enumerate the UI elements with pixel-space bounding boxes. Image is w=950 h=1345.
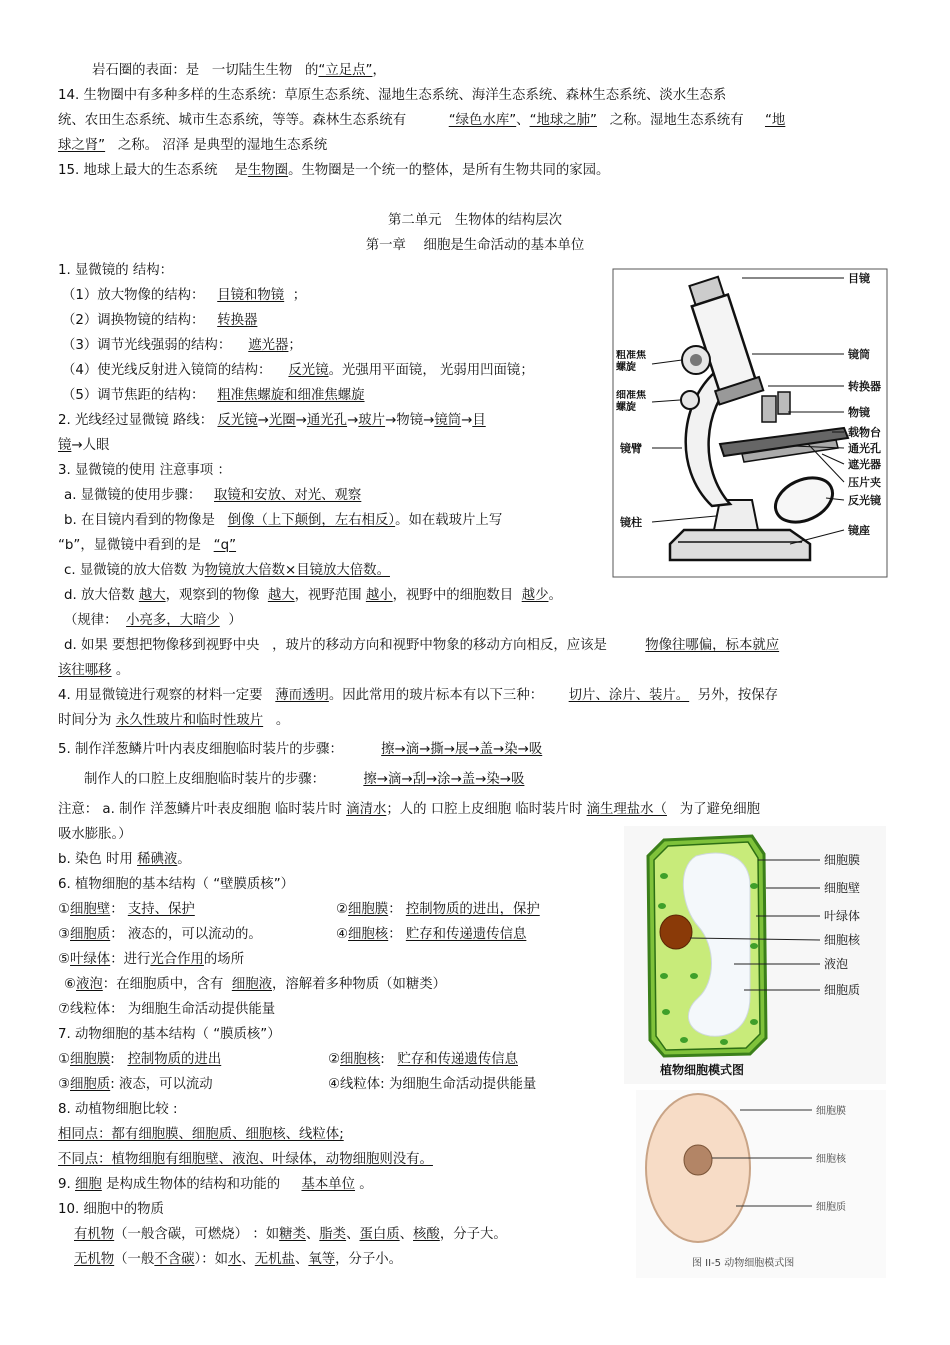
microscope-figure: [612, 268, 888, 578]
q5-onion: 5. 制作洋葱鳞片叶内表皮细胞临时装片的步骤： 擦→滴→撕→展→盖→染→吸: [58, 742, 543, 757]
animal-membrane: ①细胞膜: 控制物质的进出: [58, 1052, 222, 1067]
coarse-knob-center: [690, 354, 702, 366]
q3-d4: 该往哪移 。: [58, 663, 130, 678]
note-line-3: b. 染色 时用 稀碘液。: [58, 852, 191, 867]
plant-mitochondria: ⑦线粒体： 为细胞生命活动提供能量: [58, 1002, 276, 1017]
plant-label-membrane: 细胞膜: [824, 853, 861, 867]
plant-label-wall: 细胞壁: [824, 881, 861, 895]
line-14c: 球之肾” 之称。 沼泽 是典型的湿地生态系统: [58, 138, 328, 153]
q3-b1: b. 在目镜内看到的物像是 倒像（上下颠倒，左右相反）。如在载玻片上写: [64, 513, 503, 528]
chloroplast: [750, 883, 758, 889]
q2-line-a: 2. 光线经过显微镜 路线： 反光镜→光圈→通光孔→玻片→物镜→镜筒→目: [58, 413, 486, 428]
animal-mitochondria: ④线粒体: 为细胞生命活动提供能量: [328, 1077, 537, 1092]
objective-b: [778, 392, 790, 414]
animal-cell-figure: [636, 1090, 886, 1278]
q3-d3: d. 如果 要想把物像移到视野中央 ，玻片的移动方向和视野中物象的移动方向相反，应该是 物像往哪偏，标本就应: [64, 638, 780, 653]
q7-heading: 7. 动物细胞的基本结构（ “膜质核”）: [58, 1027, 281, 1042]
q6-heading: 6. 植物细胞的基本结构（ “壁膜质核”）: [58, 877, 295, 892]
chloroplast: [750, 943, 758, 949]
chloroplast: [660, 873, 668, 879]
label-diaphragm: 遮光器: [848, 458, 881, 471]
plant-membrane: ②细胞膜： 控制物质的进出，保护: [336, 902, 540, 917]
plant-vacuole: ⑥液泡：在细胞质中，含有 细胞液，溶解着多种物质（如糖类）: [64, 977, 447, 992]
plant-label-cytoplasm: 细胞质: [824, 983, 861, 997]
q3-c: c. 显微镜的放大倍数 为物镜放大倍数×目镜放大倍数。: [64, 563, 390, 578]
label-objective: 物镜: [848, 406, 870, 419]
q3-b2: “b”，显微镜中看到的是 “q”: [58, 538, 237, 553]
plant-caption: 植物细胞模式图: [660, 1063, 745, 1077]
q1-heading: 1. 显微镜的 结构：: [58, 263, 174, 278]
line-14a: 14. 生物圈中有多种多样的生态系统：草原生态系统、湿地生态系统、海洋生态系统、森林生态系统、淡水生态系: [58, 88, 727, 103]
animal-cell-diagram: [636, 1090, 886, 1278]
plant-chloroplast: ⑤叶绿体：进行光合作用的场所: [58, 952, 245, 967]
chloroplast: [658, 903, 666, 909]
plant-label-chloroplast: 叶绿体: [824, 909, 861, 923]
q9-line: 9. 细胞 是构成生物体的结构和功能的 基本单位 。: [58, 1177, 373, 1192]
q1-item-1: （1）放大物像的结构： 目镜和物镜 ；: [62, 288, 307, 303]
chloroplast: [750, 1019, 758, 1025]
label-base: 镜座: [848, 524, 870, 537]
label-nosepiece: 转换器: [848, 380, 881, 393]
plant-cell-diagram: [624, 826, 886, 1084]
q2-line-b: 镜→人眼: [58, 438, 110, 453]
chloroplast: [720, 1039, 728, 1045]
label-stage: 载物台: [848, 426, 881, 439]
fine-knob: [681, 391, 699, 409]
plant-nucleus-shape: [660, 915, 692, 949]
q3-a: a. 显微镜的使用步骤： 取镜和安放、对光、观察: [64, 488, 362, 503]
label-mirror: 反光镜: [848, 494, 881, 507]
note-line-2: 吸水膨胀。）: [58, 827, 132, 842]
label-clip: 压片夹: [848, 476, 881, 489]
q1-item-4: （4）使光线反射进入镜筒的结构： 反光镜。光强用平面镜， 光弱用凹面镜；: [62, 363, 534, 378]
line-15: 15. 地球上最大的生态系统 是生物圈。生物圈是一个统一的整体，是所有生物共同的家园。: [58, 163, 610, 178]
animal-label-cytoplasm: 细胞质: [816, 1202, 846, 1213]
q8-heading: 8. 动植物细胞比较 :: [58, 1102, 178, 1117]
note-line-1: 注意： a. 制作 洋葱鳞片叶表皮细胞 临时装片时 滴清水；人的 口腔上皮细胞 临时装片时 滴生理盐水（ 为了避免细胞: [58, 802, 761, 817]
animal-cytoplasm: ③细胞质: 液态，可以流动: [58, 1077, 213, 1092]
chloroplast: [690, 973, 698, 979]
q4-line-a: 4. 用显微镜进行观察的材料一定要 薄而透明。因此常用的玻片标本有以下三种： 切片、涂片、装片。 另外，按保存: [58, 688, 779, 703]
plant-nucleus: ④细胞核： 贮存和传递遗传信息: [336, 927, 527, 942]
chloroplast: [660, 973, 668, 979]
animal-nucleus-shape: [684, 1145, 712, 1175]
q1-item-3: （3）调节光线强弱的结构： 遮光器；: [62, 338, 302, 353]
q1-item-2: （2）调换物镜的结构： 转换器: [62, 313, 258, 328]
q4-line-b: 时间分为 永久性玻片和临时性玻片 。: [58, 713, 290, 728]
compare-same: 相同点：都有细胞膜、细胞质、细胞核、线粒体;: [58, 1127, 344, 1142]
label-tube: 镜筒: [848, 348, 870, 361]
plant-cytoplasm: ③细胞质： 液态的，可以流动的。: [58, 927, 262, 942]
plant-cell-figure: [624, 826, 886, 1084]
inorganic-line: 无机物（一般不含碳）：如水、无机盐、氧等，分子小。: [74, 1252, 403, 1267]
unit-title: 第二单元 生物体的结构层次: [387, 213, 563, 228]
animal-label-nucleus: 细胞核: [816, 1154, 846, 1165]
organic-line: 有机物（一般含碳，可燃烧） ：如糖类、脂类、蛋白质、核酸，分子大。: [74, 1227, 507, 1242]
label-pillar: 镜柱: [620, 516, 642, 529]
line-14b: 统、农田生态系统、城市生态系统，等等。森林生态系统有 “绿色水库”、“地球之肺” 之称。湿地生态系统有 “地: [58, 113, 786, 128]
q1-item-5: （5）调节焦距的结构： 粗准焦螺旋和细准焦螺旋: [62, 388, 365, 403]
microscope-diagram: [612, 268, 888, 578]
microscope-base: [670, 530, 810, 560]
line-lithosphere: 岩石圈的表面：是 一切陆生生物 的“立足点”，: [92, 63, 386, 78]
label-fine: 细准焦螺旋: [616, 390, 646, 413]
animal-caption: 图 II-5 动物细胞模式图: [692, 1258, 795, 1269]
label-aperture: 通光孔: [848, 442, 881, 455]
q3-heading: 3. 显微镜的使用 注意事项 ：: [58, 463, 231, 478]
q3-d1: d. 放大倍数 越大，观察到的物像 越大，视野范围 越小，视野中的细胞数目 越少。: [64, 588, 562, 603]
plant-wall: ①细胞壁： 支持、保护: [58, 902, 195, 917]
plant-label-nucleus: 细胞核: [824, 933, 861, 947]
q3-d2: （规律： 小亮多，大暗少 ）: [64, 613, 242, 628]
q10-heading: 10. 细胞中的物质: [58, 1202, 164, 1217]
plant-label-vacuole: 液泡: [824, 957, 849, 971]
animal-nucleus: ②细胞核: 贮存和传递遗传信息: [328, 1052, 518, 1067]
label-coarse: 粗准焦螺旋: [616, 350, 646, 373]
chapter-title: 第一章 细胞是生命活动的基本单位: [365, 238, 585, 253]
label-arm: 镜臂: [620, 442, 642, 455]
animal-label-membrane: 细胞膜: [816, 1106, 846, 1117]
objective-a: [762, 396, 776, 422]
compare-diff: 不同点：植物细胞有细胞壁、液泡、叶绿体，动物细胞则没有。: [58, 1152, 433, 1167]
q5-cheek: 制作人的口腔上皮细胞临时装片的步骤： 擦→滴→刮→涂→盖→染→吸: [84, 772, 525, 787]
chloroplast: [680, 1037, 688, 1043]
chloroplast: [662, 1009, 670, 1015]
label-eyepiece: 目镜: [848, 272, 870, 285]
